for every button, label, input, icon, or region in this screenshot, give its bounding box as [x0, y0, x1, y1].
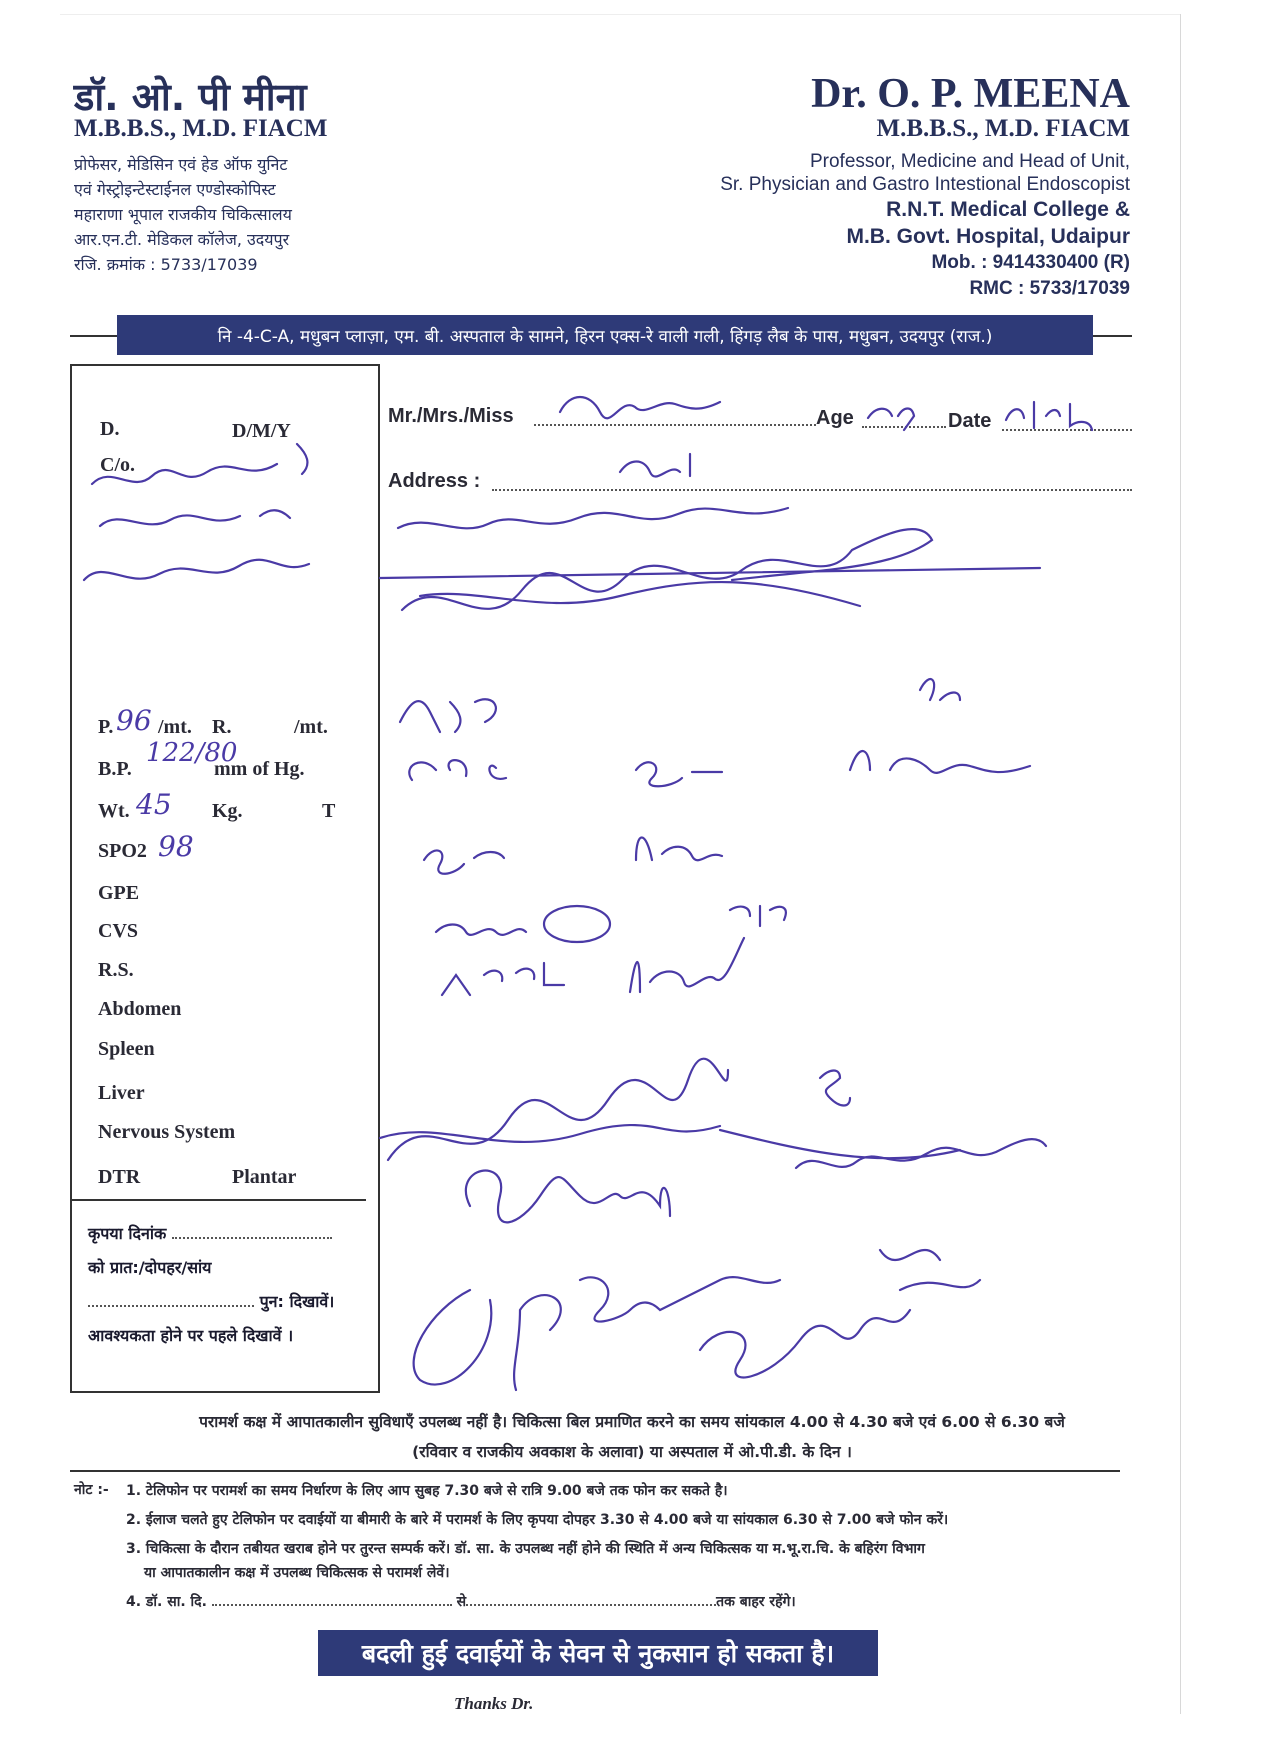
note-4-c: तक बाहर रहेंगे। [716, 1594, 796, 1610]
hi-line: रजि. क्रमांक : 5733/17039 [74, 255, 258, 274]
notice-line-1: परामर्श कक्ष में आपातकालीन सुविधाएँ उपलब्ध नहीं है। चिकित्सा बिल प्रमाणित करने का समय सांयकाल 4.00 से 4.30 बजे एवं 6.00 से 6.30 बजे [199, 1413, 1065, 1431]
en-line: Professor, Medicine and Head of Unit, [809, 151, 1130, 172]
exam-nervous-system: Nervous System [98, 1121, 236, 1143]
qualification-left: M.B.B.S., M.D. FIACM [74, 115, 328, 142]
followup-revisit-label: पुन: दिखावें। [259, 1292, 335, 1311]
thanks-text: Thanks Dr. [454, 1694, 534, 1713]
resp-unit: /mt. [294, 716, 328, 738]
followup-date-label: कृपया दिनांक [88, 1224, 167, 1243]
weight-unit: Kg. [212, 800, 243, 822]
note-4-dots-a [212, 1604, 452, 1606]
spo2-value: 98 [158, 830, 194, 863]
bp-value: 122/80 [146, 738, 238, 768]
followup-note: आवश्यकता होने पर पहले दिखावें । [88, 1326, 294, 1345]
en-line: M.B. Govt. Hospital, Udaipur [846, 225, 1130, 248]
exam-abdomen: Abdomen [98, 998, 182, 1020]
dtr-label: DTR [98, 1166, 141, 1188]
pulse-unit: /mt. [158, 716, 192, 738]
spo2-label: SPO2 [98, 840, 147, 862]
notice-line-2: (रविवार व राजकीय अवकाश के अलावा) या अस्पताल में ओ.पी.डी. के दिन । [412, 1443, 852, 1461]
note-2: 2. ईलाज चलते हुए टेलिफोन पर दवाईयों या बीमारी के बारे में परामर्श के लिए कृपया दोपहर 3.30 से 4.00 बजे या सांयकाल 6.30 से 7.00 बजे फोन करें। [126, 1512, 949, 1528]
doctor-name-english: Dr. O. P. MEENA [811, 71, 1130, 117]
note-4 [126, 1592, 796, 1611]
rmc-number: RMC : 5733/17039 [969, 278, 1130, 299]
bp-label: B.P. [98, 758, 132, 780]
warning-band: बदली हुई दवाईयों के सेवन से नुकसान हो सकता है। [318, 1630, 878, 1676]
pulse-label: P. [98, 716, 114, 738]
pulse-value: 96 [116, 704, 152, 737]
exam-cvs: CVS [98, 920, 139, 942]
notes-divider [70, 1470, 1120, 1472]
d-label: D. [100, 418, 120, 440]
followup-time: को प्रात:/दोपहर/सांय [88, 1258, 212, 1277]
mobile-number: Mob. : 9414330400 (R) [931, 252, 1130, 273]
note-1: 1. टेलिफोन पर परामर्श का समय निर्धारण के लिए आप सुबह 7.30 बजे से रात्रि 9.00 बजे तक फोन कर सकते है। [126, 1483, 728, 1499]
exam-gpe: GPE [98, 882, 140, 904]
date-label: Date [948, 410, 992, 432]
note-label: नोट :- [74, 1482, 109, 1498]
hi-line: आर.एन.टी. मेडिकल कॉलेज, उदयपुर [74, 230, 290, 249]
exam-liver: Liver [98, 1082, 145, 1104]
exam-rs: R.S. [98, 959, 134, 981]
weight-label: Wt. [98, 800, 130, 822]
note-4-a: 4. डॉ. सा. दि. [126, 1594, 207, 1610]
qualification-right: M.B.B.S., M.D. FIACM [876, 115, 1130, 142]
address-label: Address : [388, 470, 481, 492]
age-label: Age [816, 407, 854, 429]
hi-line: प्रोफेसर, मेडिसिन एवं हेड ऑफ युनिट [74, 155, 288, 174]
exam-spleen: Spleen [98, 1038, 155, 1060]
weight-value: 45 [136, 788, 172, 821]
bp-unit: mm of Hg. [214, 758, 305, 780]
co-label: C/o. [100, 454, 135, 476]
hi-line: एवं गेस्ट्रोइन्टेस्टाईनल एण्डोस्कोपिस्ट [74, 180, 276, 199]
note-3-cont: या आपातकालीन कक्ष में उपलब्ध चिकित्सक से परामर्श लेवें। [144, 1565, 450, 1581]
patient-name-label: Mr./Mrs./Miss [388, 405, 514, 427]
plantar-label: Plantar [232, 1166, 297, 1188]
en-line: Sr. Physician and Gastro Intestional Endoscopist [720, 174, 1130, 195]
doctor-name-hindi: डॉ. ओ. पी मीना [74, 75, 307, 119]
note-4-dots-b [466, 1604, 716, 1606]
note-4-b: से [456, 1594, 467, 1610]
en-line: R.N.T. Medical College & [886, 198, 1130, 221]
note-3: 3. चिकित्सा के दौरान तबीयत खराब होने पर तुरन्त सम्पर्क करें। डॉ. सा. के उपलब्ध नहीं होने की स्थिति में अन्य चिकित्सक या म.भू.रा.चि. के बहिरंग विभाग [126, 1541, 925, 1557]
resp-label: R. [212, 716, 232, 738]
temp-label: T [322, 800, 336, 822]
hi-line: महाराणा भूपाल राजकीय चिकित्सालय [74, 205, 292, 224]
clinic-address-band: नि -4-C-A, मधुबन प्लाज़ा, एम. बी. अस्पताल के सामने, हिरन एक्स-रे वाली गली, हिंगड़ लैब के पास, मधुबन, उदयपुर (राज.) [117, 315, 1093, 355]
dmy-label: D/M/Y [232, 420, 291, 442]
